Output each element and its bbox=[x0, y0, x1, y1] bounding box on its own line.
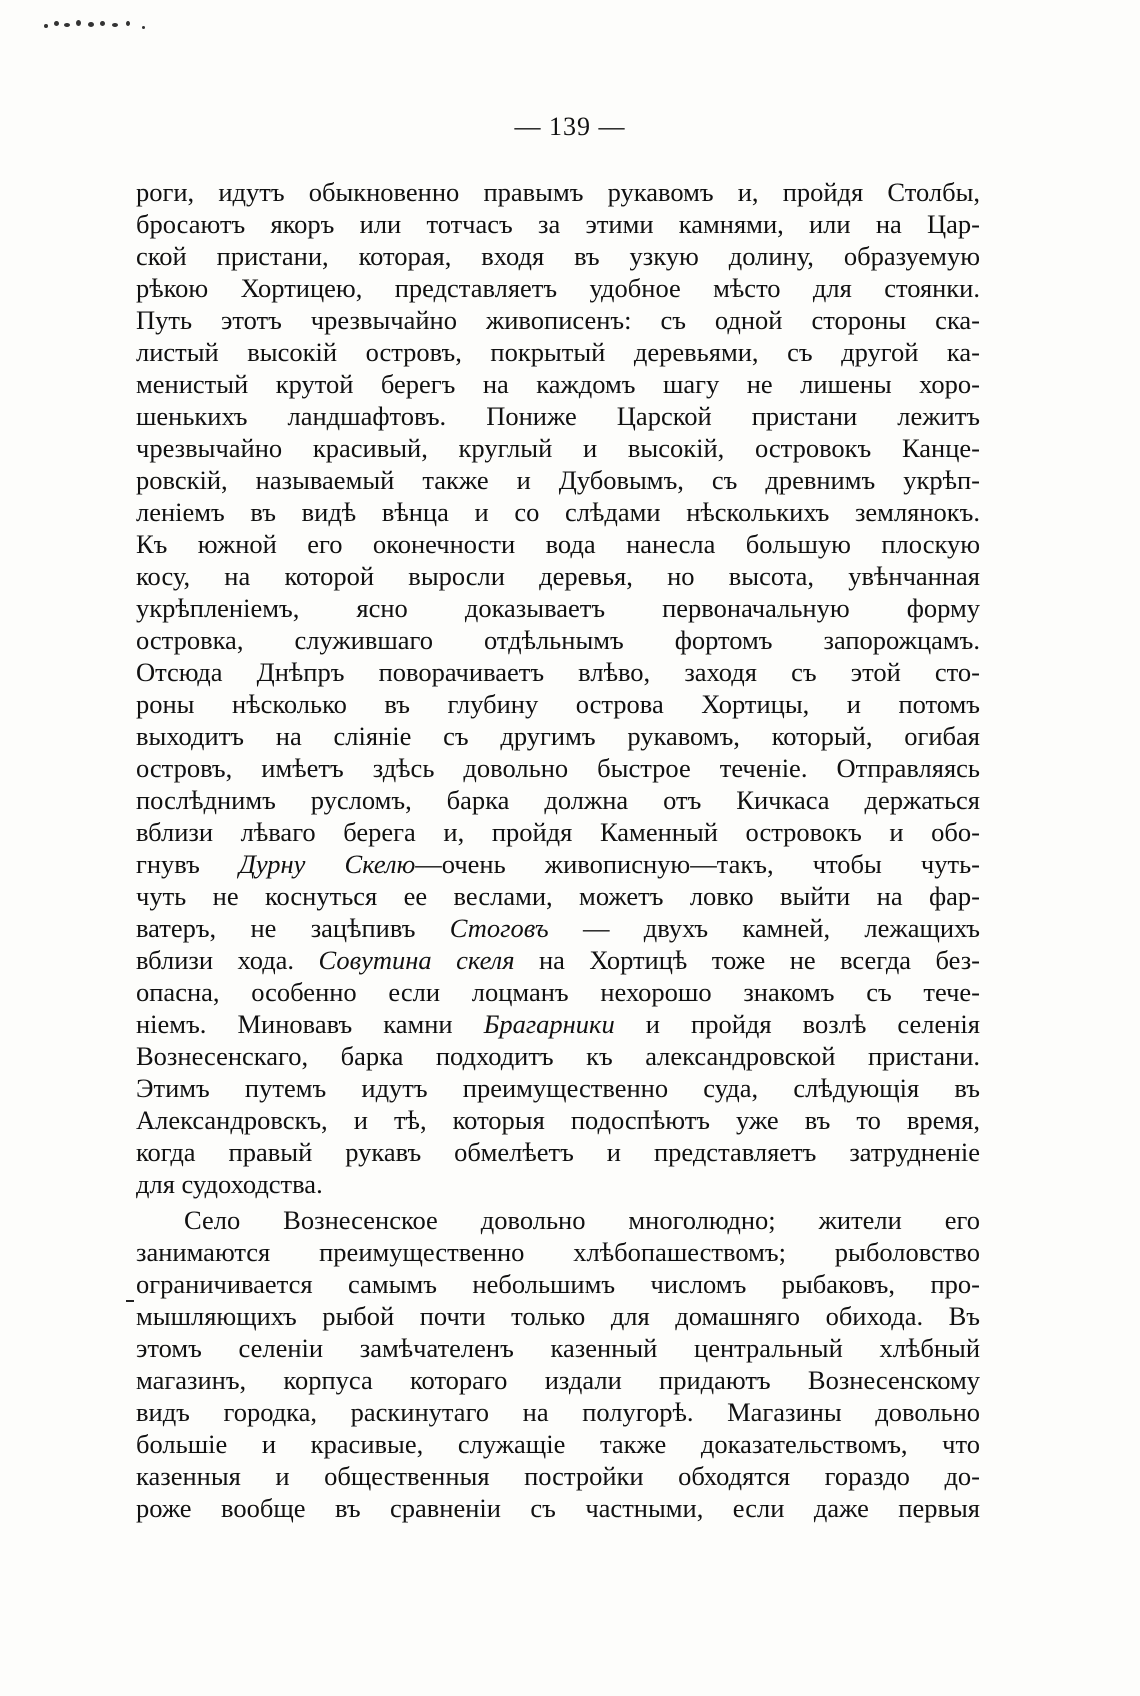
text-line: роже вообще въ сравненіи съ частными, если даже первыя bbox=[136, 1493, 980, 1523]
text-line: рѣкою Хортицею, представляетъ удобное мѣсто для стоянки. bbox=[136, 273, 980, 303]
text-line: Село Вознесенское довольно многолюдно; жители его bbox=[184, 1205, 980, 1235]
text-line: вблизи хода. Совутина скеля на Хортицѣ тоже не всегда без- bbox=[136, 945, 980, 975]
text-line: когда правый рукавъ обмелѣетъ и представляетъ затрудненіе bbox=[136, 1137, 980, 1167]
text-line: Этимъ путемъ идутъ преимущественно суда, слѣдующія въ bbox=[136, 1073, 980, 1103]
page-number: — 139 — bbox=[514, 112, 626, 141]
text-line: казенныя и общественныя постройки обходятся гораздо до- bbox=[136, 1461, 980, 1491]
text-line: ватеръ, не зацѣпивъ Стоговъ — двухъ камней, лежащихъ bbox=[136, 913, 980, 943]
text-line: ніемъ. Миновавъ камни Брагарники и пройдя возлѣ селенія bbox=[136, 1009, 980, 1039]
text-line: выходитъ на сліяніе съ другимъ рукавомъ, который, огибая bbox=[136, 721, 980, 751]
italic-phrase: Дурну Скелю bbox=[238, 849, 416, 879]
text-line: островка, служившаго отдѣльнымъ фортомъ запорожцамъ. bbox=[136, 625, 980, 655]
text-line: вблизи лѣваго берега и, пройдя Каменный островокъ и обо- bbox=[136, 817, 980, 847]
text-line: большіе и красивые, служащіе также доказательствомъ, что bbox=[136, 1429, 980, 1459]
text-line: Вознесенскаго, барка подходитъ къ александровской пристани. bbox=[136, 1041, 980, 1071]
text-line: роги, идутъ обыкновенно правымъ рукавомъ и, пройдя Столбы, bbox=[136, 177, 980, 207]
text-line: чрезвычайно красивый, круглый и высокій, островокъ Канце- bbox=[136, 433, 980, 463]
text-line: Путь этотъ чрезвычайно живописенъ: съ одной стороны ска- bbox=[136, 305, 980, 335]
text-line: шенькихъ ландшафтовъ. Пониже Царской пристани лежитъ bbox=[136, 401, 980, 431]
text-line: чуть не коснуться ее веслами, можетъ ловко выйти на фар- bbox=[136, 881, 980, 911]
text-line: занимаются преимущественно хлѣбопашествомъ; рыболовство bbox=[136, 1237, 980, 1267]
italic-phrase: Брагарники bbox=[483, 1009, 615, 1039]
text-line: ской пристани, которая, входя въ узкую долину, образуемую bbox=[136, 241, 980, 271]
text-line: для судоходства. bbox=[136, 1169, 323, 1199]
text-line: листый высокій островъ, покрытый деревьями, съ другой ка- bbox=[136, 337, 980, 367]
text-line: магазинъ, корпуса котораго издали придаютъ Вознесенскому bbox=[136, 1365, 980, 1395]
text-line: ограничивается самымъ небольшимъ числомъ рыбаковъ, про- bbox=[136, 1269, 980, 1299]
page-smudge bbox=[40, 18, 160, 32]
text-line: этомъ селеніи замѣчателенъ казенный центральный хлѣбный bbox=[136, 1333, 980, 1363]
text-line: роны нѣсколько въ глубину острова Хортицы, и потомъ bbox=[136, 689, 980, 719]
text-line: видъ городка, раскинутаго на полугорѣ. Магазины довольно bbox=[136, 1397, 980, 1427]
page-text bbox=[136, 176, 980, 1524]
text-line: островъ, имѣетъ здѣсь довольно быстрое теченіе. Отправляясь bbox=[136, 753, 980, 783]
italic-phrase: Совутина скеля bbox=[318, 945, 515, 975]
text-line: укрѣпленіемъ, ясно доказываетъ первоначальную форму bbox=[136, 593, 980, 623]
text-line: послѣднимъ русломъ, барка должна отъ Кичкаса держаться bbox=[136, 785, 980, 815]
text-line: гнувъ Дурну Скелю—очень живописную—такъ, чтобы чуть- bbox=[136, 849, 980, 879]
text-line: менистый крутой берегъ на каждомъ шагу не лишены хоро- bbox=[136, 369, 980, 399]
text-line: леніемъ въ видѣ вѣнца и со слѣдами нѣсколькихъ землянокъ. bbox=[136, 497, 980, 527]
text-line: Александровскъ, и тѣ, которыя подоспѣютъ уже въ то время, bbox=[136, 1105, 980, 1135]
text-line: косу, на которой выросли деревья, но высота, увѣнчанная bbox=[136, 561, 980, 591]
text-line: Отсюда Днѣпръ поворачиваетъ влѣво, заходя съ этой сто- bbox=[136, 657, 980, 687]
text-line: опасна, особенно если лоцманъ нехорошо знакомъ съ тече- bbox=[136, 977, 980, 1007]
text-line: мышляющихъ рыбой почти только для домашняго обихода. Въ bbox=[136, 1301, 980, 1331]
margin-mark bbox=[126, 1300, 134, 1302]
text-line: ровскій, называемый также и Дубовымъ, съ древнимъ укрѣп- bbox=[136, 465, 980, 495]
text-line: Къ южной его оконечности вода нанесла большую плоскую bbox=[136, 529, 980, 559]
text-line: бросаютъ якоръ или тотчасъ за этими камнями, или на Цар- bbox=[136, 209, 980, 239]
italic-phrase: Стоговъ bbox=[449, 913, 549, 943]
